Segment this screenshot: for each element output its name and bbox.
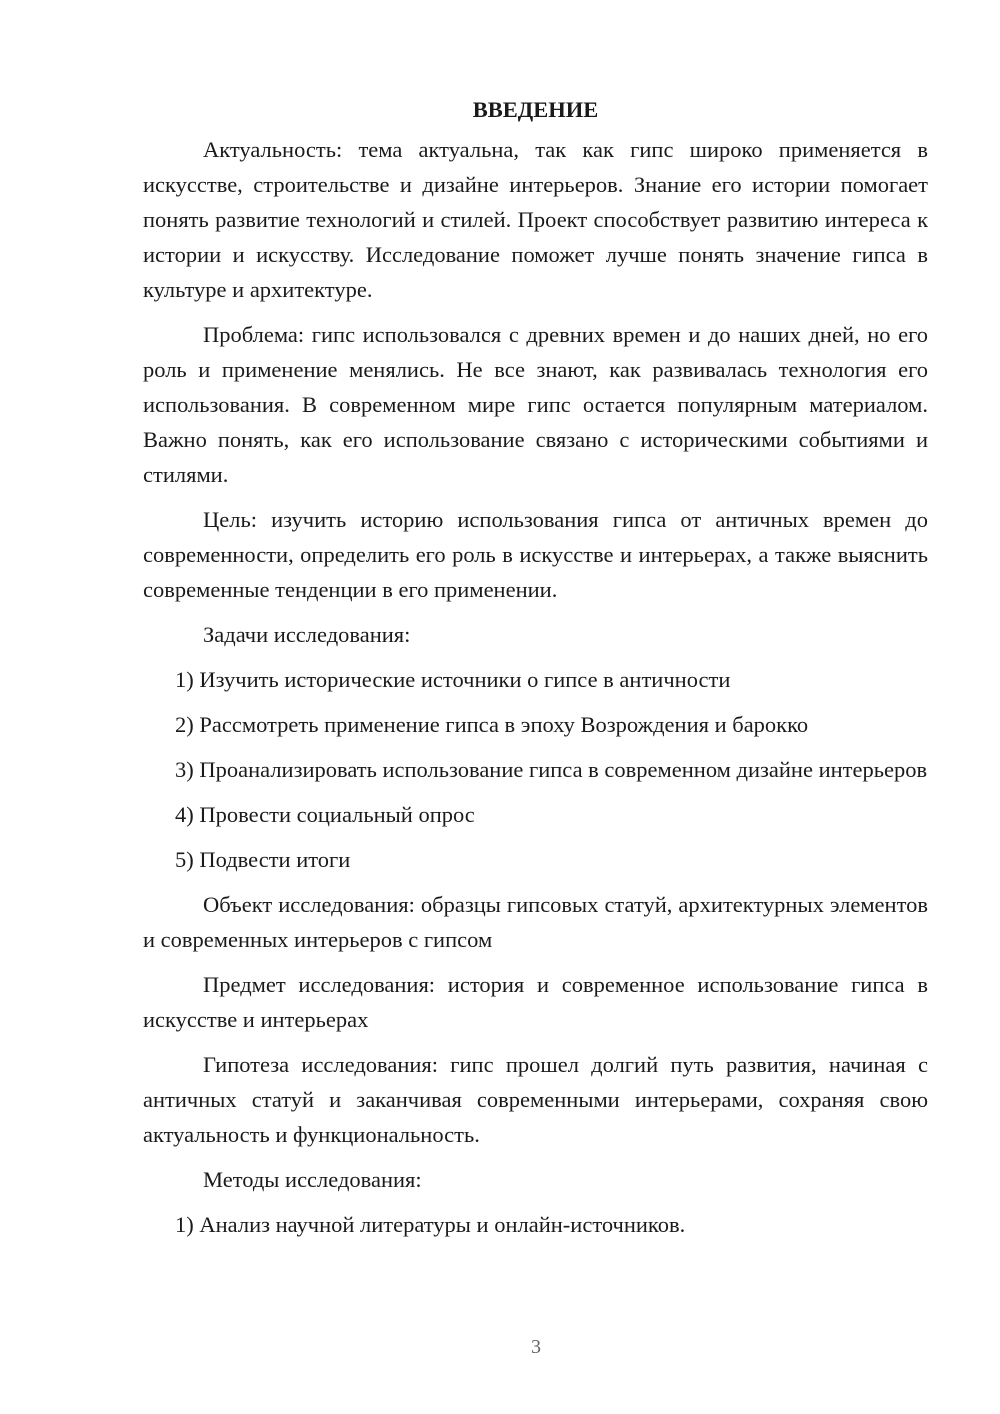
method-item: 1) Анализ научной литературы и онлайн-источников. [175, 1212, 686, 1237]
task-item: 3) Проанализировать использование гипса в современном дизайне интерьеров [175, 757, 928, 782]
paragraph-goal: Цель: изучить историю использования гипса от античных времен до современности, определить его роль в искусстве и интерьерах, а также выяснить современные тенденции в его применении. [143, 507, 928, 602]
task-item: 4) Провести социальный опрос [175, 802, 475, 827]
document-page [143, 92, 928, 1252]
task-item: 2) Рассмотреть применение гипса в эпоху Возрождения и барокко [175, 712, 809, 737]
tasks-heading: Задачи исследования: [203, 622, 411, 647]
methods-heading: Методы исследования: [203, 1167, 422, 1192]
paragraph-hypothesis: Гипотеза исследования: гипс прошел долгий путь развития, начиная с античных статуй и заканчивая современными интерьерами, сохраняя свою актуальность и функциональность. [143, 1052, 928, 1147]
task-item: 5) Подвести итоги [175, 847, 351, 872]
paragraph-subject: Предмет исследования: история и современное использование гипса в искусстве и интерьерах [143, 972, 928, 1032]
page-title: ВВЕДЕНИЕ [472, 97, 599, 122]
page-number: 3 [531, 1336, 541, 1358]
task-item: 1) Изучить исторические источники о гипсе в античности [175, 667, 731, 692]
paragraph-problem: Проблема: гипс использовался с древних времен и до наших дней, но его роль и применение менялись. Не все знают, как развивалась технология его использования. В современном мире гипс остается популярным материалом. Важно понять, как его использование связано с историческими событиями и стилями. [143, 322, 928, 487]
paragraph-object: Объект исследования: образцы гипсовых статуй, архитектурных элементов и современных интерьеров с гипсом [143, 892, 928, 952]
paragraph-relevance: Актуальность: тема актуальна, так как гипс широко применяется в искусстве, строительстве и дизайне интерьеров. Знание его истории помогает понять развитие технологий и стилей. Проект способствует развитию интереса к истории и искусству. Исследование поможет лучше понять значение гипса в культуре и архитектуре. [143, 137, 928, 302]
